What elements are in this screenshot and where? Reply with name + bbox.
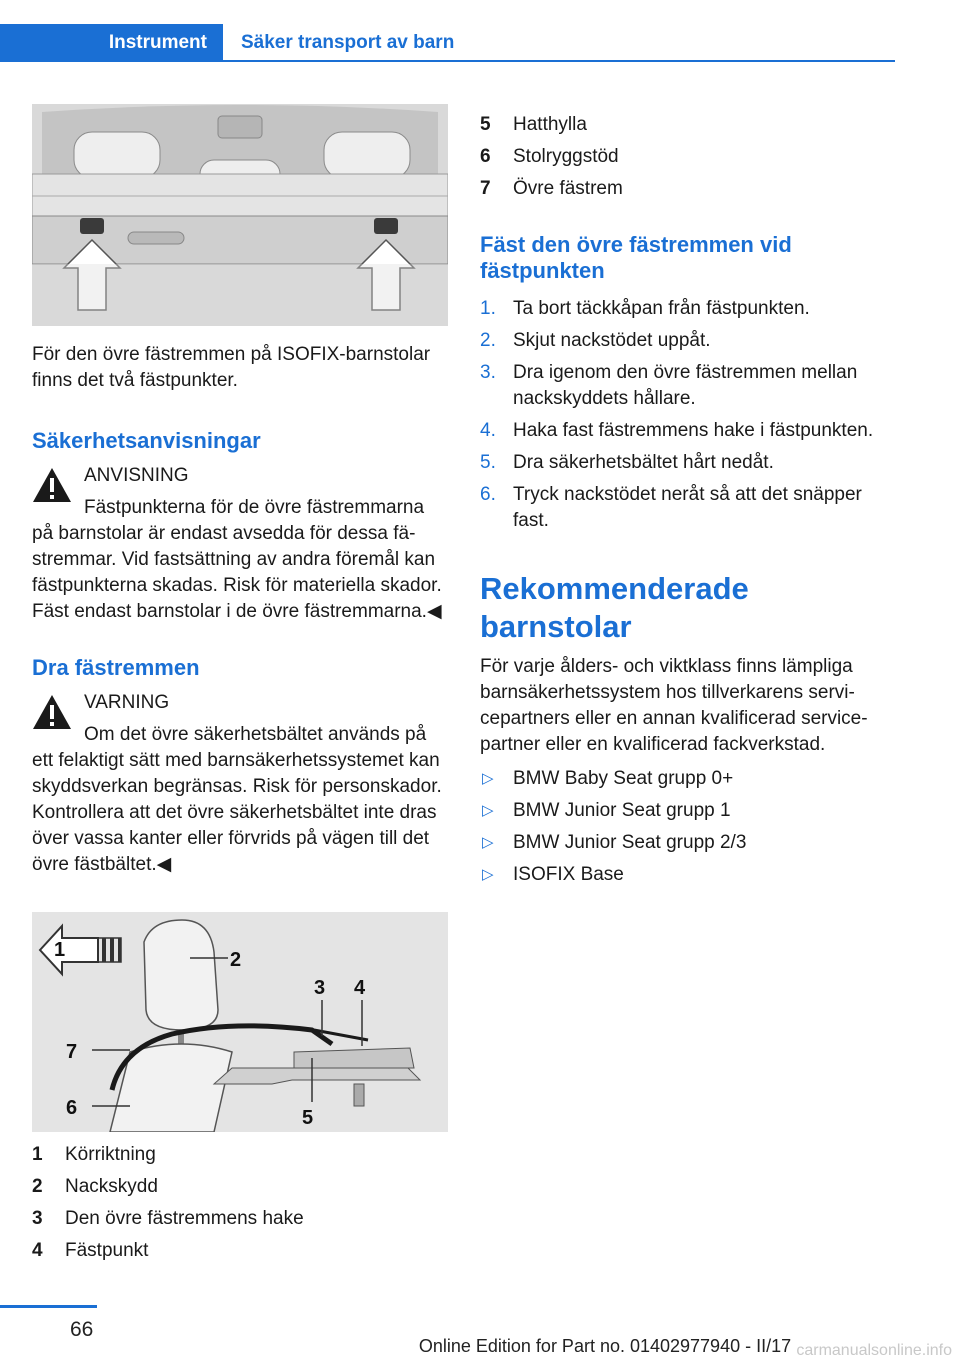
legend-text: Den övre fästremmens hake — [65, 1208, 304, 1229]
rear-shelf-anchor-figure — [32, 104, 448, 326]
bullet-triangle-icon: ▷ — [482, 866, 494, 883]
attach-steps-list — [480, 296, 900, 534]
step-text: Tryck nackstödet neråt så att det snäpper fast. — [513, 484, 862, 531]
legend-text: Övre fästrem — [513, 178, 623, 199]
step-number: 2. — [480, 330, 496, 351]
seat-name: BMW Junior Seat grupp 2/3 — [513, 832, 747, 853]
notice-block — [32, 463, 448, 625]
step-number: 5. — [480, 452, 496, 473]
recommended-seats-heading: Rekommenderade barnstolar — [480, 571, 749, 644]
legend-text: Fästpunkt — [65, 1240, 149, 1261]
figure-caption: För den övre fästremmen på ISOFIX-barnstolar finns det två fästpunkter. — [32, 344, 431, 391]
step-text: Skjut nackstödet uppåt. — [513, 330, 711, 351]
legend-number: 2 — [32, 1176, 43, 1197]
headrest-tether-diagram — [32, 912, 448, 1132]
warning-text-first: Om det övre säkerhetsbältet används på — [84, 724, 427, 745]
step-item — [480, 418, 900, 444]
step-number: 4. — [480, 420, 496, 441]
step-item — [480, 328, 900, 354]
seat-name: ISOFIX Base — [513, 864, 624, 885]
legend-item — [32, 1206, 448, 1232]
watermark: carmanualsonline.info — [796, 1342, 952, 1359]
diagram-label-6: 6 — [66, 1097, 78, 1119]
step-number: 1. — [480, 298, 496, 319]
edition-note: Online Edition for Part no. 01402977940 - II/17 — [418, 1336, 792, 1356]
recommended-seats-intro: För varje ålders- och viktklass finns lämpliga barnsäkerhetssystem hos tillverkarens servicepartners eller en annan kvalificerad servicepartner eller en kvalificerad fackverkstad. — [480, 656, 868, 755]
legend-item — [32, 1238, 448, 1264]
bullet-triangle-icon: ▷ — [482, 770, 494, 787]
legend-text: Stolryggstöd — [513, 146, 619, 167]
legend-item — [480, 144, 900, 170]
legend-number: 6 — [480, 146, 491, 167]
warning-text: ett felaktigt sätt med barnsäkerhetssystemet kan skyddsverkan begränsas. Risk för personskador. Kontrollera att det övre säkerhetsbältet inte dras över vassa kanter eller förvrids på vägen till det övre fästbältet.◀ — [32, 750, 442, 875]
tab-instrument[interactable]: Instrument — [0, 24, 223, 62]
warning-title: VARNING — [84, 692, 170, 713]
notice-title: ANVISNING — [84, 465, 189, 486]
legend-number: 3 — [32, 1208, 43, 1229]
diagram-legend-right — [480, 112, 900, 202]
notice-text: på barnstolar är endast avsedda för dessa fästremmar. Vid fastsättning av andra föremål kan fästpunkterna skadas. Risk för materiella skador. Fäst endast barnstolar i de övre fästremmarna.◀ — [32, 523, 442, 622]
notice-text-first: Fästpunkterna för de övre fästremmarna — [84, 497, 425, 518]
warning-triangle-icon — [32, 694, 72, 730]
step-text: Haka fast fästremmens hake i fästpunkten. — [513, 420, 874, 441]
legend-item — [32, 1142, 448, 1168]
step-item — [480, 482, 900, 534]
seat-name: BMW Baby Seat grupp 0+ — [513, 768, 734, 789]
step-text: Dra säkerhetsbältet hårt nedåt. — [513, 452, 774, 473]
seat-item — [480, 830, 900, 856]
tab-underline — [223, 60, 895, 62]
seat-item — [480, 766, 900, 792]
safety-heading: Säkerhetsanvisningar — [32, 428, 261, 453]
legend-item — [480, 176, 900, 202]
bullet-triangle-icon: ▷ — [482, 834, 494, 851]
header-tabbar — [0, 24, 895, 62]
step-text: Ta bort täckkåpan från fästpunkten. — [513, 298, 810, 319]
left-column — [32, 104, 448, 1270]
seat-item — [480, 798, 900, 824]
step-text: Dra igenom den övre fästremmen mellan nackskyddets hållare. — [513, 362, 858, 409]
right-column — [480, 104, 900, 894]
step-item — [480, 296, 900, 322]
footer-rule — [0, 1305, 97, 1308]
step-item — [480, 360, 900, 412]
diagram-label-7: 7 — [66, 1041, 78, 1063]
bullet-triangle-icon: ▷ — [482, 802, 494, 819]
tether-heading: Dra fästremmen — [32, 655, 200, 680]
attach-tether-heading: Fäst den övre fästremmen vid fästpunkten — [480, 232, 792, 283]
legend-number: 4 — [32, 1240, 43, 1261]
legend-number: 5 — [480, 114, 491, 135]
warning-triangle-icon — [32, 467, 72, 503]
diagram-label-3: 3 — [314, 977, 326, 999]
legend-item — [480, 112, 900, 138]
diagram-label-2: 2 — [230, 949, 242, 971]
diagram-legend-left — [32, 1142, 448, 1264]
step-number: 3. — [480, 362, 496, 383]
diagram-label-1: 1 — [54, 939, 66, 961]
step-item — [480, 450, 900, 476]
diagram-label-5: 5 — [302, 1107, 314, 1129]
seat-list — [480, 766, 900, 888]
legend-text: Hatthylla — [513, 114, 587, 135]
step-number: 6. — [480, 484, 496, 505]
legend-item — [32, 1174, 448, 1200]
warning-block — [32, 690, 448, 878]
tab-child-transport[interactable]: Säker transport av barn — [241, 32, 455, 53]
legend-number: 7 — [480, 178, 491, 199]
legend-text: Körriktning — [65, 1144, 156, 1165]
legend-number: 1 — [32, 1144, 43, 1165]
diagram-label-4: 4 — [354, 977, 366, 999]
seat-item — [480, 862, 900, 888]
legend-text: Nackskydd — [65, 1176, 158, 1197]
seat-name: BMW Junior Seat grupp 1 — [513, 800, 731, 821]
page-number: 66 — [70, 1318, 94, 1341]
